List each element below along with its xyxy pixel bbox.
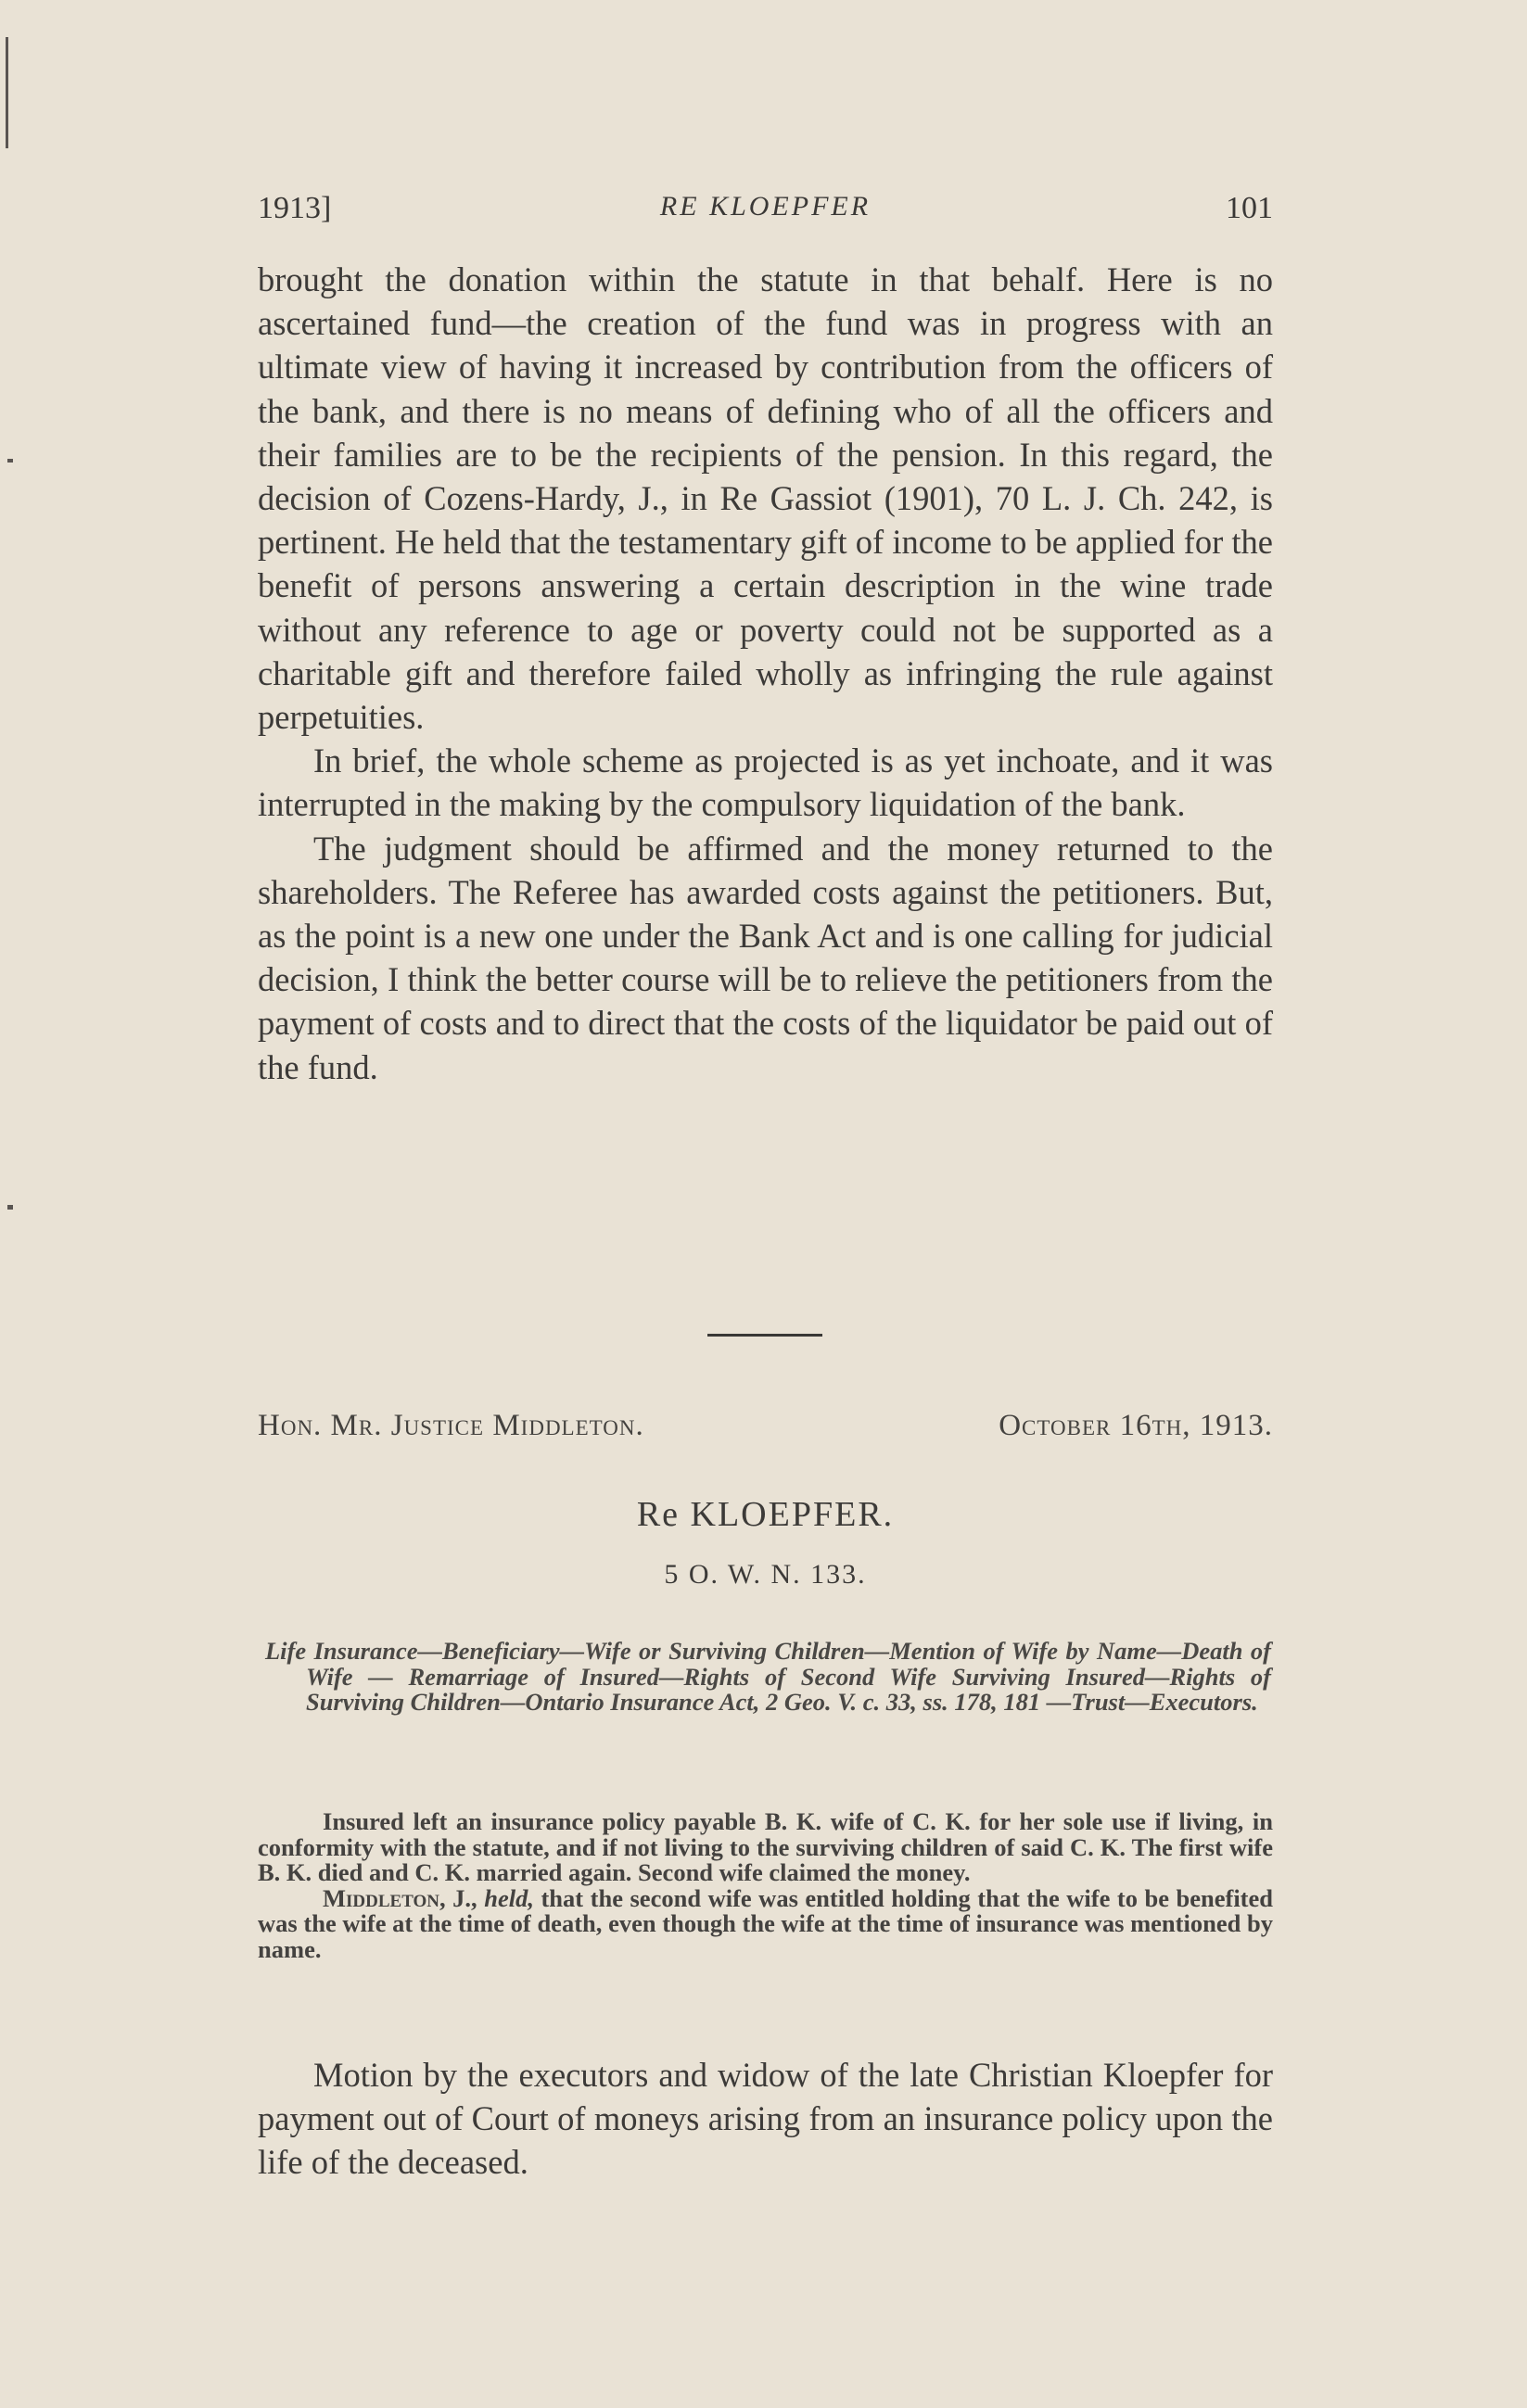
page-number: 101 (1226, 191, 1273, 225)
motion-paragraph: Motion by the executors and widow of the late Christian Kloepfer for payment out of Court of moneys arising from an insurance policy upon the life of the deceased. (258, 2056, 1273, 2182)
catchwords: Life Insurance—Beneficiary—Wife or Surviving Children—Mention of Wife by Name—Death of Wife — Remarriage of Insured—Rights of Second Wife Surviving Insured—Rights of Surviving Children—Ontario Insurance Act, 2 Geo. V. c. 33, ss. 178, 181 —Trust—Executors. (265, 1637, 1271, 1716)
case-citation: 5 O. W. N. 133. (664, 1559, 867, 1590)
paragraph: The judgment should be affirmed and the money returned to the shareholders. The Referee has awarded costs against the petitioners. But, as the point is a new one under the Bank Act and is one calling for judicial decision, I think the better course will be to relieve the petitioners from the payment of costs and to direct that the costs of the liquidator be paid out of the fund. (258, 829, 1273, 1086)
judge-name: Hon. Mr. Justice Middleton. (258, 1409, 644, 1442)
decision-date: October 16th, 1913. (999, 1409, 1273, 1442)
holding-judge: Middleton, J., (323, 1883, 477, 1912)
margin-mark (7, 459, 13, 463)
case-header-line (258, 1409, 1273, 1451)
running-header (258, 191, 1273, 237)
margin-mark (6, 37, 8, 148)
running-title: RE KLOEPFER (659, 191, 872, 222)
header-year: 1913] (258, 191, 332, 225)
paragraph: brought the donation within the statute in that behalf. Here is no ascertained fund—the creation of the fund was in progress with an ultimate view of having it increased by contribution from the officers of the bank, and there is no means of defining who of all the officers and their families are to be the recipients of the pension. In this regard, the decision of Cozens-Hardy, J., in Re Gassiot (1901), 70 L. J. Ch. 242, is pertinent. He held that the testamentary gift of income to be applied for the benefit of persons answering a certain description in the wine trade without any reference to age or poverty could not be supported as a charitable gift and therefore failed wholly as infringing the rule against perpetuities. (258, 260, 1273, 737)
headnote (258, 1809, 1273, 1962)
headnote-facts: Insured left an insurance policy payable B. K. wife of C. K. for her sole use if living, in conformity with the statute, and if not living to the surviving children of said C. K. The first wife B. K. died and C. K. married again. Second wife claimed the money. (258, 1807, 1273, 1886)
holding-text: that the second wife was entitled holding that the wife to be benefited was the wife at the time of death, even though the wife at the time of insurance was mentioned by name. (258, 1883, 1274, 1963)
holding-held: held, (484, 1883, 534, 1912)
section-divider (707, 1334, 822, 1337)
margin-mark (7, 1205, 13, 1210)
case-title: Re KLOEPFER. (636, 1495, 895, 1534)
paragraph: In brief, the whole scheme as projected is as yet inchoate, and it was interrupted in the making by the compulsory liquidation of the bank. (258, 741, 1273, 824)
headnote-holding (258, 1883, 1274, 1963)
body-text (258, 258, 1273, 1089)
